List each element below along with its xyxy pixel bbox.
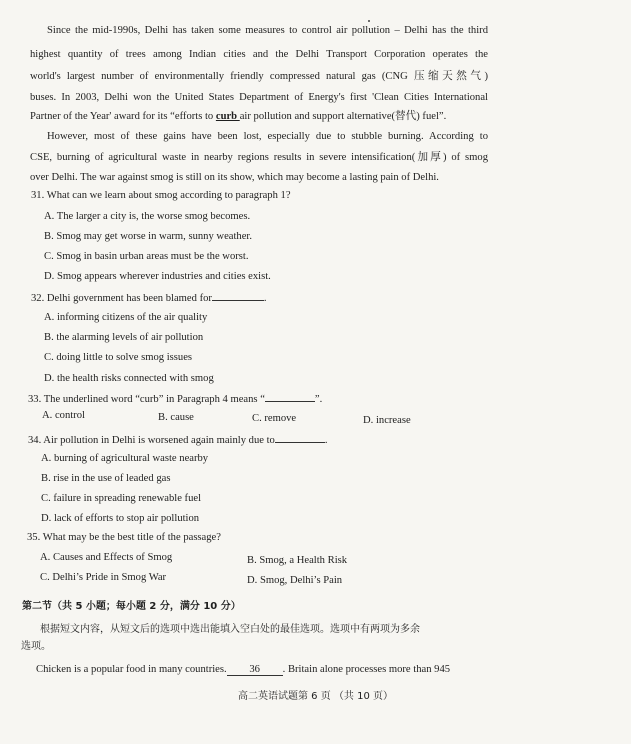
passage-line: world's largest number of environmentally friendly compressed natural gas (CNG 压缩天然气) [30, 71, 488, 82]
q35-option-a: A. Causes and Effects of Smog [40, 552, 173, 563]
q31-option-c: C. Smog in basin urban areas must be the worst. [44, 251, 249, 262]
q35-option-b: B. Smog, a Health Risk [247, 555, 348, 566]
answer-blank [212, 290, 264, 301]
q35-option-d: D. Smog, Delhi’s Pain [247, 575, 343, 586]
page-footer: 高二英语试题第 6 页 （共 10 页） [238, 691, 393, 702]
question-33-stem: 33. The underlined word “curb” in Paragraph 4 means “ ”. [28, 391, 322, 406]
q33-option-c: C. remove [252, 413, 297, 424]
q32-option-a: A. informing citizens of the air quality [44, 312, 208, 323]
q31-option-a: A. The larger a city is, the worse smog becomes. [44, 211, 251, 222]
underlined-word-curb: curb [215, 111, 240, 122]
answer-blank [265, 391, 315, 402]
q35-option-c: C. Delhi’s Pride in Smog War [40, 572, 167, 583]
q32-option-c: C. doing little to solve smog issues [44, 352, 193, 363]
q34-option-b: B. rise in the use of leaded gas [41, 473, 171, 484]
q32-option-d: D. the health risks connected with smog [44, 373, 214, 384]
passage-line: Partner of the Year' award for its “efforts to curb air pollution and support alternative(替代) fuel”. [30, 111, 447, 122]
passage-line: CSE, burning of agricultural waste in nearby regions results in severe intensification(加厚) of smog [30, 152, 488, 163]
passage-line: over Delhi. The war against smog is still on its show, which may become a lasting pain of Delhi. [30, 172, 439, 183]
question-35-stem: 35. What may be the best title of the passage? [27, 532, 221, 543]
answer-blank [275, 432, 325, 443]
section-instruction: 根据短文内容，从短文后的选项中选出能填入空白处的最佳选项。选项中有两项为多余 [40, 624, 420, 635]
scan-speck [368, 20, 370, 22]
question-32-stem: 32. Delhi government has been blamed for . [31, 290, 267, 305]
section-heading: 第二节（共 5 小题；每小题 2 分，满分 10 分） [22, 601, 241, 612]
q34-option-c: C. failure in spreading renewable fuel [41, 493, 202, 504]
q34-option-d: D. lack of efforts to stop air pollution [41, 513, 200, 524]
passage-line: buses. In 2003, Delhi won the United States Department of Energy's first 'Clean Cities International [30, 92, 488, 103]
passage-line: Chicken is a popular food in many countries. 36 . Britain alone processes more than 945 [36, 664, 451, 675]
section-instruction: 选项。 [21, 641, 51, 652]
passage-line: Since the mid-1990s, Delhi has taken some measures to control air pollution – Delhi has the third [47, 25, 488, 36]
q33-option-d: D. increase [363, 415, 411, 426]
passage-line: However, most of these gains have been lost, especially due to stubble burning. According to [47, 131, 488, 142]
q31-option-b: B. Smog may get worse in warm, sunny weather. [44, 231, 253, 242]
q31-option-d: D. Smog appears wherever industries and cities exist. [44, 271, 271, 282]
question-34-stem: 34. Air pollution in Delhi is worsened again mainly due to . [28, 432, 328, 447]
q34-option-a: A. burning of agricultural waste nearby [41, 453, 209, 464]
q32-option-b: B. the alarming levels of air pollution [44, 332, 204, 343]
passage-line: highest quantity of trees among Indian cities and the Delhi Transport Corporation operates the [30, 49, 488, 60]
q33-option-b: B. cause [158, 412, 194, 423]
q33-option-a: A. control [42, 410, 85, 421]
answer-blank-36: 36 [227, 664, 283, 676]
question-31-stem: 31. What can we learn about smog according to paragraph 1? [31, 190, 291, 201]
